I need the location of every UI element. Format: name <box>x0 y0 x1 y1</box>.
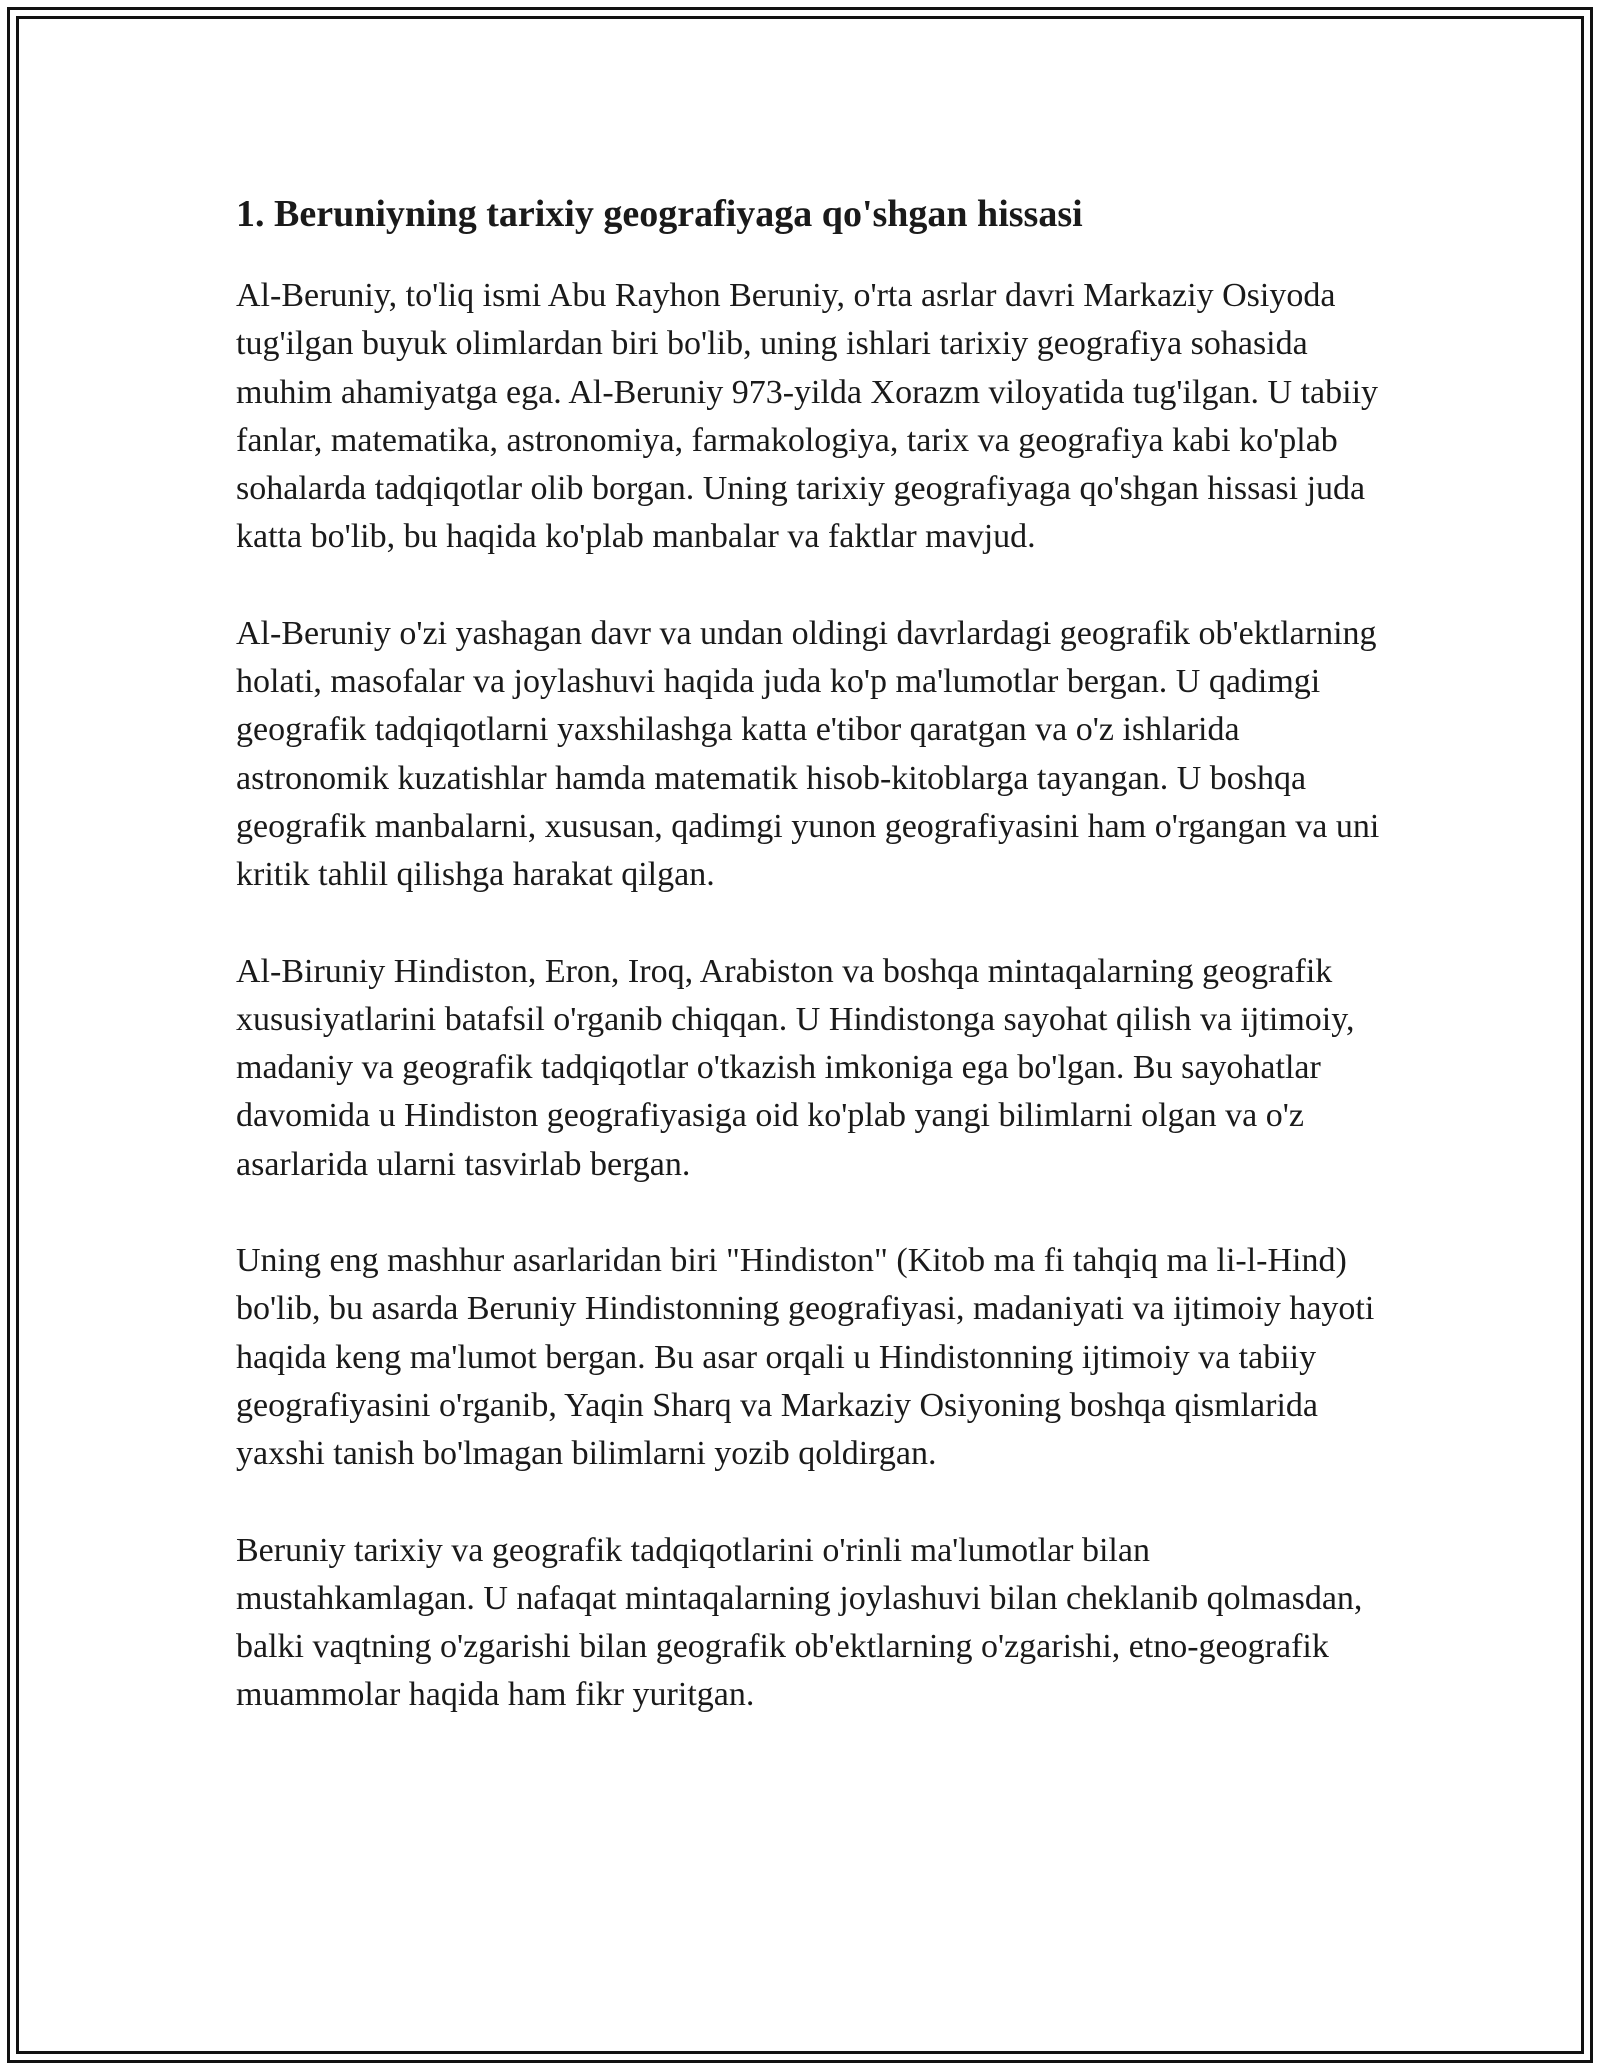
document-body <box>236 190 1386 1768</box>
paragraph-5: Beruniy tarixiy va geografik tadqiqotlarini o'rinli ma'lumotlar bilan mustahkamlagan. U nafaqat mintaqalarning joylashuvi bilan cheklanib qolmasdan, balki vaqtning o'zgarishi bilan geografik ob'ektlarning o'zgarishi, etno-geografik muammolar haqida ham fikr yuritgan. <box>236 1531 1363 1714</box>
paragraph-2: Al-Beruniy o'zi yashagan davr va undan oldingi davrlardagi geografik ob'ektlarning holati, masofalar va joylashuvi haqida juda ko'p ma'lumotlar bergan. U qadimgi geografik tadqiqotlarni yaxshilashga katta e'tibor qaratgan va o'z ishlarida astronomik kuzatishlar hamda matematik hisob-kitoblarga tayangan. U boshqa geografik manbalarni, xususan, qadimgi yunon geografiyasini ham o'rgangan va uni kritik tahlil qilishga harakat qilgan. <box>236 614 1380 894</box>
paragraph-3: Al-Biruniy Hindiston, Eron, Iroq, Arabiston va boshqa mintaqalarning geografik xususiyatlarini batafsil o'rganib chiqqan. U Hindistonga sayohat qilish va ijtimoiy, madaniy va geografik tadqiqotlar o'tkazish imkoniga ega bo'lgan. Bu sayohatlar davomida u Hindiston geografiyasiga oid ko'plab yangi bilimlarni olgan va o'z asarlarida ularni tasvirlab bergan. <box>236 952 1355 1183</box>
paragraph-1: Al-Beruniy, to'liq ismi Abu Rayhon Beruniy, o'rta asrlar davri Markaziy Osiyoda tug'ilgan buyuk olimlardan biri bo'lib, uning ishlari tarixiy geografiya sohasida muhim ahamiyatga ega. Al-Beruniy 973-yilda Xorazm viloyatida tug'ilgan. U tabiiy fanlar, matematika, astronomiya, farmakologiya, tarix va geografiya kabi ko'plab sohalarda tadqiqotlar olib borgan. Uning tarixiy geografiyaga qo'shgan hissasi juda katta bo'lib, bu haqida ko'plab manbalar va faktlar mavjud. <box>236 277 1379 556</box>
paragraph-4: Uning eng mashhur asarlaridan biri "Hindiston" (Kitob ma fi tahqiq ma li-l-Hind) bo'lib, bu asarda Beruniy Hindistonning geografiyasi, madaniyati va ijtimoiy hayoti haqida keng ma'lumot bergan. Bu asar orqali u Hindistonning ijtimoiy va tabiiy geografiyasini o'rganib, Yaqin Sharq va Markaziy Osiyoning boshqa qismlarida yaxshi tanish bo'lmagan bilimlarni yozib qoldirgan. <box>236 1242 1375 1473</box>
section-title: 1. Beruniyning tarixiy geografiyaga qo'shgan hissasi <box>236 193 1083 235</box>
